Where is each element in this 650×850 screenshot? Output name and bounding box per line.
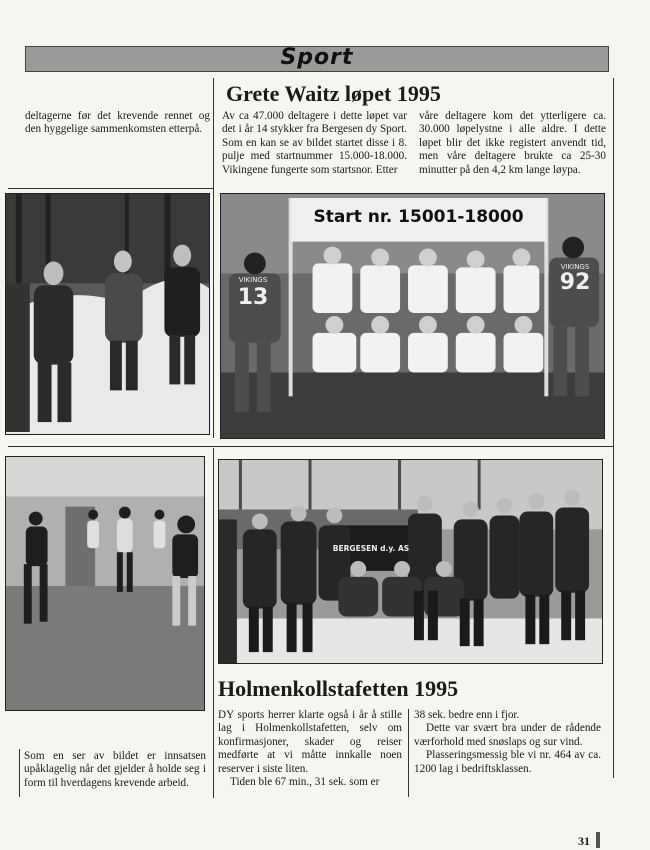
jersey-team-left: VIKINGS (238, 276, 268, 284)
jersey-number-right: 92 (559, 270, 591, 295)
column-divider (213, 78, 214, 438)
article2-column-rule (408, 709, 409, 797)
article2-col1 (218, 709, 402, 789)
sponsor-sign-text: BERGESEN d.y. AS (332, 544, 410, 553)
jersey-team-right: VIKINGS (560, 263, 590, 271)
photo-snow-group (5, 193, 210, 435)
article1-title: Grete Waitz løpet 1995 (226, 81, 441, 106)
page-number: 31 (578, 834, 590, 848)
column-divider-lower (213, 448, 214, 798)
top-left-text: deltagerne før det krevende rennet og den hyggelige sammenkomsten etterpå. (25, 110, 210, 136)
section-banner (25, 46, 609, 72)
start-banner-text: Start nr. 15001-18000 (313, 207, 524, 227)
jersey-number-left: 13 (237, 285, 269, 310)
horizontal-rule-middle (8, 446, 613, 447)
article2-col1-p1: DY sports herrer klarte også i år å stille lag i Holmenkollstafetten, selv om konfirmasjoner, skader og reiser medførte at vi måtte innkalle noen reserver i siste liten. (218, 709, 402, 775)
photo-relay-team (218, 459, 603, 664)
article1-col2: våre deltagere kom det ytterligere ca. 30.000 løpelystne i alle aldre. I dette løpet blir det ikke registert anvendt tid, men våre deltagere brukte ca 25-30 minutter på den 4,2 km lange løypa. (419, 110, 606, 176)
article2-col2 (414, 709, 601, 776)
gym-photo-caption: Som en ser av bildet er innsatsen upåklagelig når det gjelder å holde seg i form til hverdagens krevende arbeid. (24, 750, 206, 789)
article1-col1: Av ca 47.000 deltagere i dette løpet var det i år 14 stykker fra Bergesen dy Sport. Som en kan se av bildet startet disse i 8. pulje med startnummer 15.000-18.000. Vikingene fungerte som startsnor. Etter (222, 110, 407, 176)
right-margin-rule (613, 78, 614, 778)
photo-gym-exercise (5, 456, 205, 711)
page-number-bar (596, 832, 600, 848)
section-label: Sport (280, 45, 354, 70)
article2-col2-p2: Dette var svært bra under de rådende værforhold med snøslaps og sur vind. (414, 722, 601, 748)
rule-under-top-text (8, 188, 213, 189)
article2-col1-p2: Tiden ble 67 min., 31 sek. som er (230, 776, 380, 789)
article2-col2-p1: 38 sek. bedre enn i fjor. (414, 709, 520, 721)
article2-title: Holmenkollstafetten 1995 (218, 676, 459, 701)
article2-col2-p3: Plasseringsmessig ble vi nr. 464 av ca. 1200 lag i bedriftsklassen. (414, 749, 601, 775)
caption-side-rule (19, 749, 20, 797)
